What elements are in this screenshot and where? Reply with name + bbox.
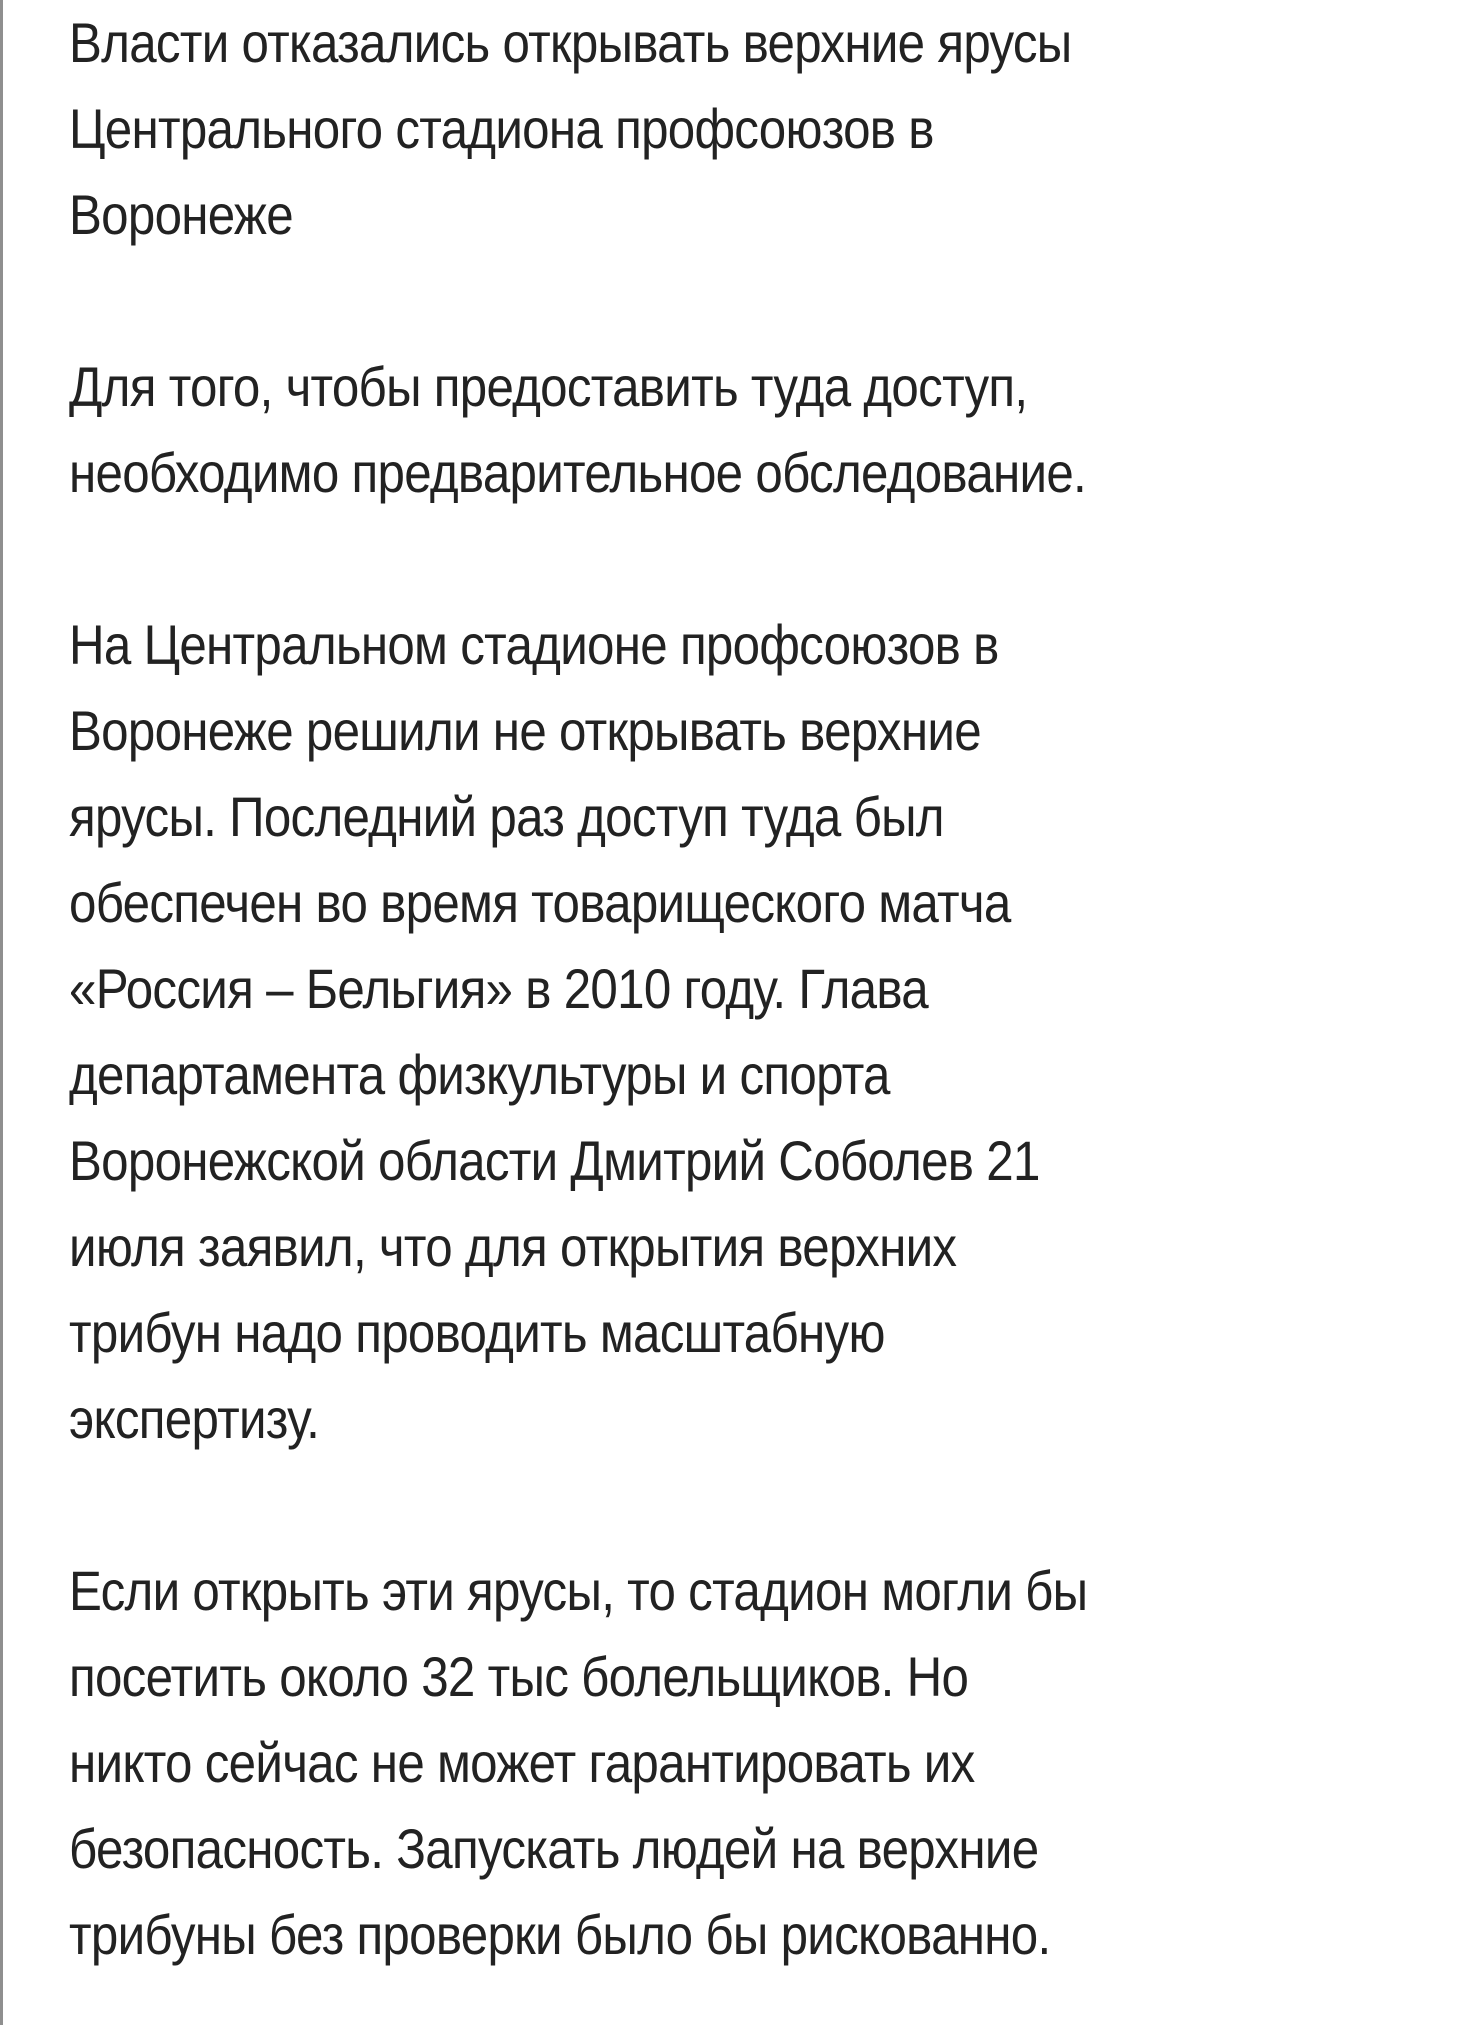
news-article [69,0,1283,1978]
article-lead: Для того, чтобы предоставить туда доступ, необходимо предварительное обследование. [69,355,1087,504]
article-paragraph: Если открыть эти ярусы, то стадион могли бы посетить около 32 тыс болельщиков. Но никто сейчас не может гарантировать их безопасность. Запускать людей на верхние трибуны без проверки было бы рискованно. [69,1559,1088,1966]
left-border-line [0,0,3,2025]
article-paragraph: На Центральном стадионе профсоюзов в Воронеже решили не открывать верхние ярусы. Последний раз доступ туда был обеспечен во время товарищеского матча «Россия – Бельгия» в 2010 году. Глава департамента физкультуры и спорта Воронежской области Дмитрий Соболев 21 июля заявил, что для открытия верхних трибун надо проводить масштабную экспертизу. [69,613,1040,1450]
article-headline: Власти отказались открывать верхние ярусы Центрального стадиона профсоюзов в Воронеже [69,11,1072,246]
